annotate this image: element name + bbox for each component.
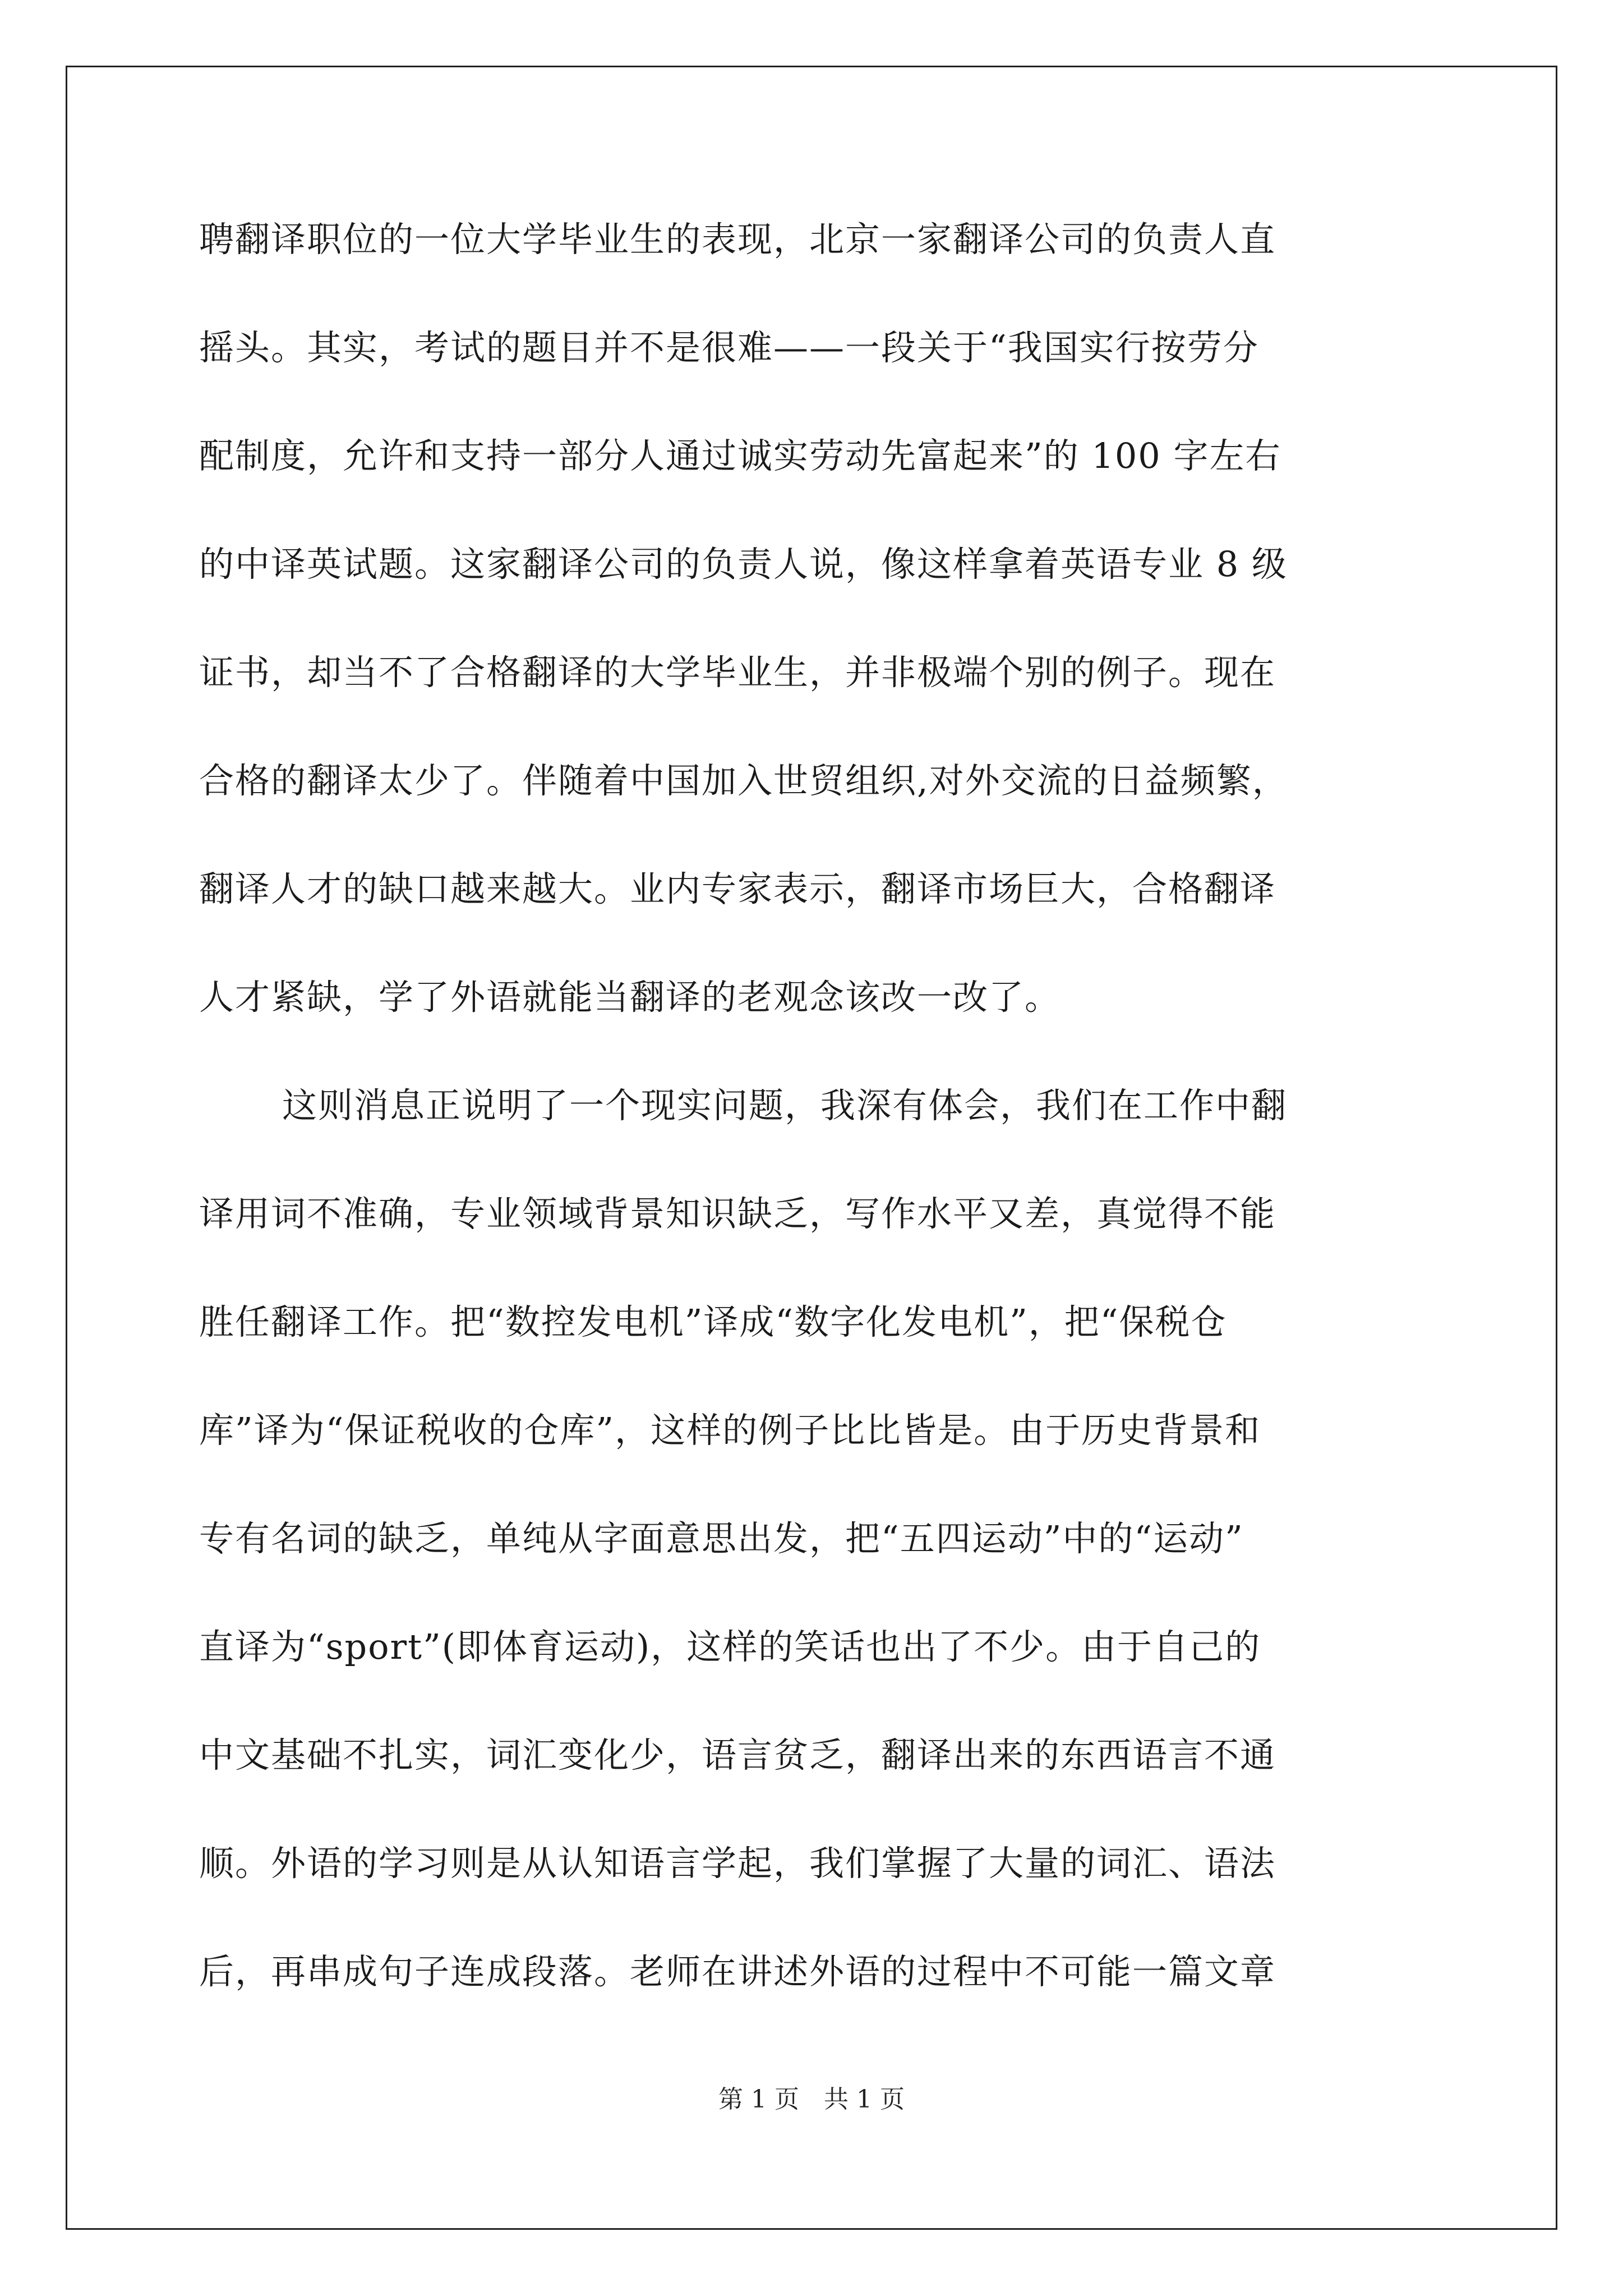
text-line: 直译为“sport”(即体育运动)，这样的笑话也出了不少。由于自己的 xyxy=(199,1626,1261,1667)
text-line: 这则消息正说明了一个现实问题，我深有体会，我们在工作中翻 xyxy=(282,1085,1288,1126)
text-line: 译用词不准确，专业领域背景知识缺乏，写作水平又差，真觉得不能 xyxy=(199,1193,1276,1234)
text-line: 后，再串成句子连成段落。老师在讲述外语的过程中不可能一篇文章 xyxy=(199,1951,1276,1992)
text-line: 聘翻译职位的一位大学毕业生的表现，北京一家翻译公司的负责人直 xyxy=(199,219,1276,260)
text-line: 证书，却当不了合格翻译的大学毕业生，并非极端个别的例子。现在 xyxy=(199,652,1276,693)
text-line: 配制度，允许和支持一部分人通过诚实劳动先富起来”的 100 字左右 xyxy=(199,435,1281,476)
text-line: 摇头。其实，考试的题目并不是很难——一段关于“我国实行按劳分 xyxy=(199,327,1259,368)
text-line: 的中译英试题。这家翻译公司的负责人说，像这样拿着英语专业 8 级 xyxy=(199,544,1288,585)
text-line: 翻译人才的缺口越来越大。业内专家表示，翻译市场巨大，合格翻译 xyxy=(199,868,1276,909)
text-line: 人才紧缺，学了外语就能当翻译的老观念该改一改了。 xyxy=(199,977,1061,1018)
document-body xyxy=(199,217,1441,2058)
text-line: 顺。外语的学习则是从认知语言学起，我们掌握了大量的词汇、语法 xyxy=(199,1843,1276,1884)
text-line: 胜任翻译工作。把“数控发电机”译成“数字化发电机”，把“保税仓 xyxy=(199,1301,1227,1342)
text-line: 专有名词的缺乏，单纯从字面意思出发，把“五四运动”中的“运动” xyxy=(199,1518,1244,1559)
text-line: 库”译为“保证税收的仓库”，这样的例子比比皆是。由于历史背景和 xyxy=(199,1410,1261,1451)
page-footer: 第 1 页 共 1 页 xyxy=(718,2085,905,2114)
text-line: 合格的翻译太少了。伴随着中国加入世贸组织,对外交流的日益频繁， xyxy=(199,760,1288,801)
text-line: 中文基础不扎实，词汇变化少，语言贫乏，翻译出来的东西语言不通 xyxy=(199,1734,1276,1775)
